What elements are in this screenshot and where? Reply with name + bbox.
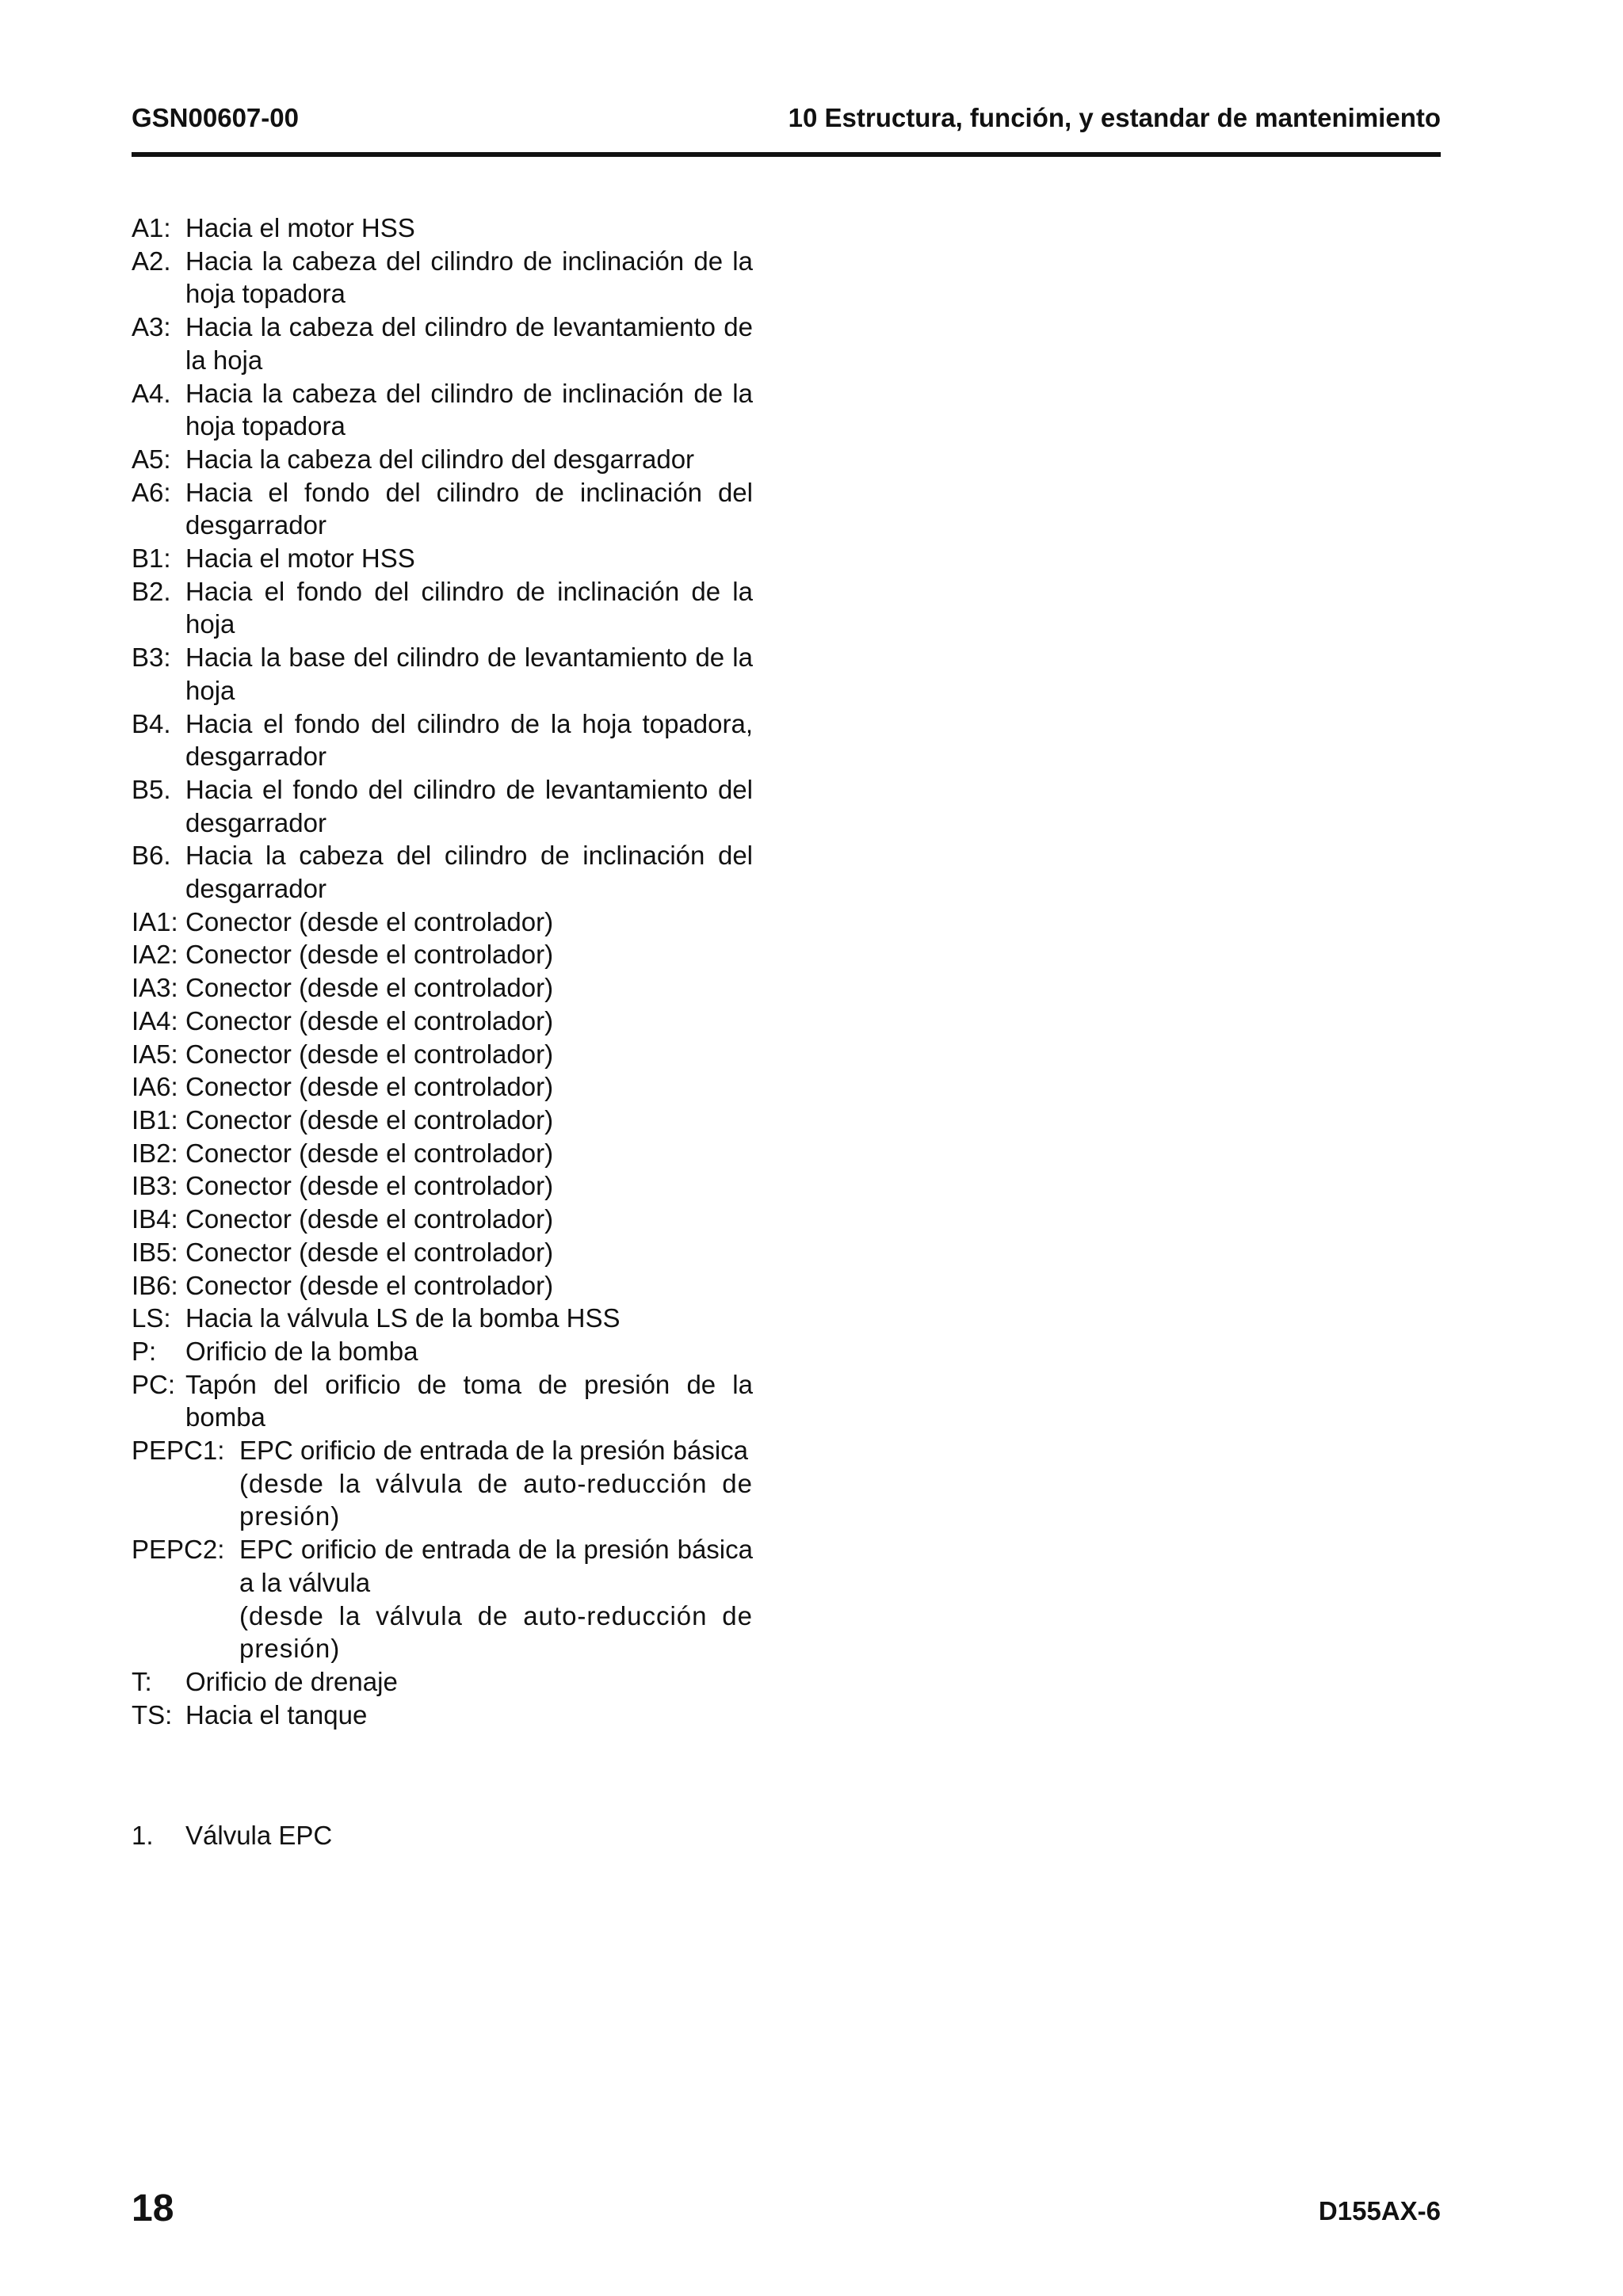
legend-entry: [132, 1533, 753, 1665]
legend-entry: [132, 1203, 753, 1236]
legend-entry: [132, 938, 753, 971]
legend-entry: [132, 1169, 753, 1203]
legend-description-text: Hacia el motor HSS: [185, 543, 415, 574]
legend-code: A6:: [132, 477, 171, 507]
legend-code: B3:: [132, 643, 171, 673]
legend-description: [185, 377, 753, 443]
legend-description-text: Hacia el fondo del cilindro de la hoja topadora, desgarrador: [185, 708, 753, 772]
legend-description: [185, 476, 753, 542]
legend-description: [185, 245, 753, 311]
legend-code: B2.: [132, 576, 171, 606]
legend-description: [185, 311, 753, 376]
legend-description: [185, 212, 753, 245]
legend-entry: [132, 1368, 753, 1434]
legend-entry: [132, 443, 753, 476]
legend-entry: [132, 377, 753, 443]
legend-code: IB5:: [132, 1237, 178, 1267]
legend-description-note: (desde la válvula de auto-reducción de presión): [239, 1468, 753, 1531]
legend-description-text: Conector (desde el controlador): [185, 1039, 554, 1069]
legend-description-text: Conector (desde el controlador): [185, 1072, 554, 1102]
legend-description-text: Conector (desde el controlador): [185, 1104, 554, 1135]
legend-description: [185, 1137, 753, 1170]
legend-code: B4.: [132, 708, 171, 738]
section-title: 10 Estructura, función, y estandar de mantenimiento: [788, 103, 1441, 132]
document-code: GSN00607-00: [132, 103, 299, 132]
legend-code: IB1:: [132, 1104, 178, 1135]
model-code: D155AX-6: [1318, 2196, 1441, 2225]
legend-entry: [132, 1665, 753, 1699]
legend-code: IA1:: [132, 906, 178, 936]
page-header: [132, 98, 1441, 157]
legend-description-text: Hacia la válvula LS de la bomba HSS: [185, 1303, 621, 1333]
legend-description: [185, 707, 753, 773]
legend-description-text: Hacia el tanque: [185, 1699, 368, 1730]
parts-entry: [132, 1819, 753, 1852]
legend-code: IA5:: [132, 1039, 178, 1069]
legend-description-text: Conector (desde el controlador): [185, 1237, 554, 1267]
legend-description: [185, 1335, 753, 1368]
legend-code: A3:: [132, 312, 171, 342]
legend-code: IB2:: [132, 1138, 178, 1168]
legend-description: [185, 1203, 753, 1236]
legend-description-text: EPC orificio de entrada de la presión básica: [239, 1436, 749, 1466]
legend-description: [239, 1434, 753, 1533]
legend-description: [185, 906, 753, 939]
page-number: 18: [132, 2187, 174, 2229]
legend-code: LS:: [132, 1303, 171, 1333]
legend-description-note: (desde la válvula de auto-reducción de presión): [239, 1600, 753, 1664]
legend-description-text: Conector (desde el controlador): [185, 906, 554, 936]
legend-code: PEPC2:: [132, 1535, 225, 1565]
legend-description: [185, 575, 753, 641]
legend-description: [185, 1070, 753, 1104]
legend-entry: [132, 1038, 753, 1071]
legend-entry: [132, 575, 753, 641]
legend-entry: [132, 1070, 753, 1104]
legend-code: T:: [132, 1666, 152, 1696]
legend-description: [185, 1236, 753, 1269]
parts-list: [132, 1819, 753, 1852]
legend-code: P:: [132, 1336, 157, 1366]
legend-description-text: Hacia la cabeza del cilindro del desgarrador: [185, 444, 695, 474]
legend-description-text: Hacia el fondo del cilindro de inclinación del desgarrador: [185, 477, 753, 540]
legend-description: [185, 971, 753, 1005]
legend-entry: [132, 311, 753, 376]
legend-code: A4.: [132, 378, 171, 408]
legend-description: [185, 641, 753, 707]
legend-description-text: Conector (desde el controlador): [185, 1171, 554, 1201]
legend-entry: [132, 839, 753, 905]
legend-code: IB6:: [132, 1270, 178, 1300]
legend-code: TS:: [132, 1699, 173, 1730]
legend-entry: [132, 773, 753, 839]
legend-description: [185, 1169, 753, 1203]
legend-description: [185, 1104, 753, 1137]
legend-description-text: Hacia la cabeza del cilindro de inclinación de la hoja topadora: [185, 378, 753, 441]
legend-description: [185, 1665, 753, 1699]
legend-entry: [132, 1137, 753, 1170]
legend-code: B6.: [132, 841, 171, 871]
legend-description-text: Hacia la cabeza del cilindro de inclinación del desgarrador: [185, 841, 753, 904]
legend-description: [185, 542, 753, 575]
part-description: Válvula EPC: [185, 1821, 333, 1850]
legend-description: [185, 773, 753, 839]
legend-description-text: Conector (desde el controlador): [185, 940, 554, 970]
legend-code: B5.: [132, 774, 171, 804]
legend-description-text: Hacia el motor HSS: [185, 213, 415, 242]
legend-entry: [132, 1699, 753, 1732]
legend-entry: [132, 245, 753, 311]
legend-description: [239, 1533, 753, 1665]
legend-description: [185, 1005, 753, 1038]
legend-description-text: Hacia el fondo del cilindro de inclinación de la hoja: [185, 576, 753, 639]
legend-description: [185, 938, 753, 971]
legend-code: IA3:: [132, 973, 178, 1003]
legend-code: PC:: [132, 1369, 176, 1399]
legend-code: A1:: [132, 213, 171, 242]
legend-description: [185, 443, 753, 476]
legend-description-text: EPC orificio de entrada de la presión básica a la válvula: [239, 1535, 753, 1597]
legend-code: IB4:: [132, 1204, 178, 1234]
legend-description-text: Orificio de drenaje: [185, 1666, 398, 1696]
legend-description-text: Conector (desde el controlador): [185, 1270, 554, 1300]
legend-description-text: Hacia la cabeza del cilindro de inclinación de la hoja topadora: [185, 246, 753, 309]
legend-description: [185, 1038, 753, 1071]
legend-code: PEPC1:: [132, 1436, 225, 1466]
legend-entry: [132, 1434, 753, 1533]
legend-code: A2.: [132, 246, 171, 276]
legend-description: [185, 1302, 753, 1335]
legend-description: [185, 1269, 753, 1302]
legend-entry: [132, 1302, 753, 1335]
legend-description: [185, 839, 753, 905]
legend-description-text: Conector (desde el controlador): [185, 1005, 554, 1035]
legend-code: A5:: [132, 444, 171, 474]
legend-description: [185, 1368, 753, 1434]
port-legend-list: [132, 212, 753, 1731]
legend-description-text: Tapón del orificio de toma de presión de la bomba: [185, 1369, 753, 1432]
legend-description-text: Conector (desde el controlador): [185, 973, 554, 1003]
part-number: 1.: [132, 1821, 154, 1850]
legend-description-text: Conector (desde el controlador): [185, 1204, 554, 1234]
legend-code: IA2:: [132, 940, 178, 970]
legend-description: [185, 1699, 753, 1732]
legend-entry: [132, 476, 753, 542]
legend-entry: [132, 1005, 753, 1038]
legend-code: IA4:: [132, 1005, 178, 1035]
legend-entry: [132, 1104, 753, 1137]
legend-description-text: Hacia el fondo del cilindro de levantamiento del desgarrador: [185, 774, 753, 837]
legend-description-text: Conector (desde el controlador): [185, 1138, 554, 1168]
legend-code: B1:: [132, 543, 171, 574]
legend-entry: [132, 641, 753, 707]
legend-entry: [132, 707, 753, 773]
legend-code: IB3:: [132, 1171, 178, 1201]
legend-entry: [132, 1335, 753, 1368]
legend-description-text: Orificio de la bomba: [185, 1336, 418, 1366]
legend-entry: [132, 971, 753, 1005]
legend-entry: [132, 1236, 753, 1269]
legend-entry: [132, 1269, 753, 1302]
legend-description-text: Hacia la cabeza del cilindro de levantamiento de la hoja: [185, 312, 753, 375]
legend-description-text: Hacia la base del cilindro de levantamiento de la hoja: [185, 643, 753, 705]
legend-code: IA6:: [132, 1072, 178, 1102]
legend-entry: [132, 542, 753, 575]
legend-entry: [132, 906, 753, 939]
legend-entry: [132, 212, 753, 245]
